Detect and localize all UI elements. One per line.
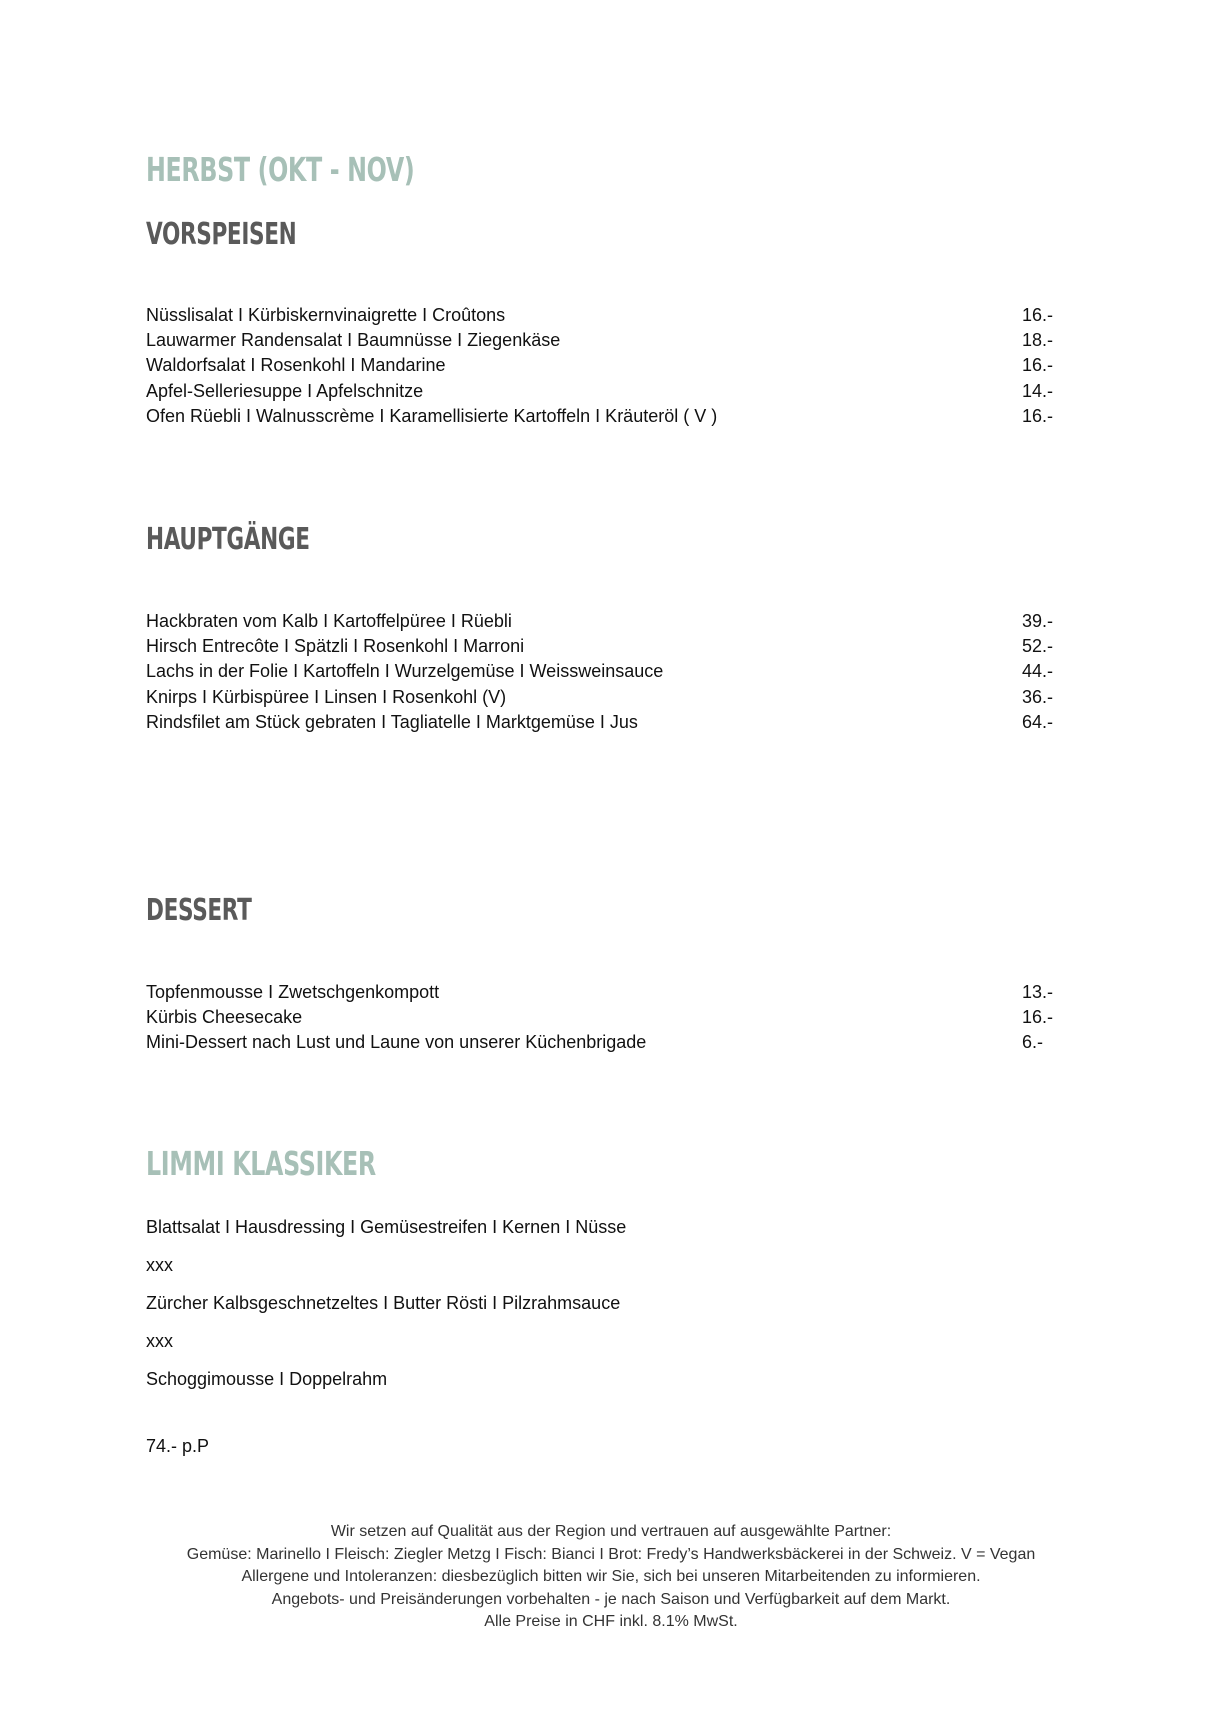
list-item [146,328,1056,353]
item-name: Rindsfilet am Stück gebraten I Tagliatelle I Marktgemüse I Jus [146,711,638,732]
classics-price: 74.- p.P [146,1436,210,1456]
item-name: Hirsch Entrecôte I Spätzli I Rosenkohl I Marroni [146,636,525,657]
item-price: 14.- [1022,380,1054,401]
section-title-dessert: DESSERT [146,893,252,928]
item-name: Apfel-Selleriesuppe I Apfelschnitze [146,380,424,401]
classics-separator: xxx [146,1331,173,1351]
item-price: 16.- [1022,405,1054,426]
list-item [146,980,1056,1005]
item-name: Topfenmousse I Zwetschgenkompott [146,982,440,1002]
list-item [146,379,1056,404]
list-item [146,685,1056,710]
footer-line: Angebots- und Preisänderungen vorbehalten - je nach Saison und Verfügbarkeit auf dem Markt. [271,1590,951,1608]
footer-line: Gemüse: Marinello I Fleisch: Ziegler Metzg I Fisch: Bianci I Brot: Fredy’s Handwerksbäckerei in der Schweiz. V = Vegan [186,1545,1036,1563]
item-price: 52.- [1022,636,1054,657]
item-name: Lachs in der Folie I Kartoffeln I Wurzelgemüse I Weissweinsauce [146,661,664,682]
item-name: Hackbraten vom Kalb I Kartoffelpüree I Rüebli [146,611,512,631]
classics-line: Blattsalat I Hausdressing I Gemüsestreifen I Kernen I Nüsse [146,1217,627,1237]
vorspeisen-list [146,303,1056,429]
item-price: 18.- [1022,330,1054,351]
classics-title: LIMMI KLASSIKER [146,1144,376,1183]
section-title-vorspeisen: VORSPEISEN [146,217,297,252]
item-name: Mini-Dessert nach Lust und Laune von unserer Küchenbrigade [146,1032,647,1053]
item-price: 16.- [1022,305,1054,325]
list-item [146,609,1056,634]
item-price: 16.- [1022,1007,1054,1028]
classics-line: Zürcher Kalbsgeschnetzeltes I Butter Rösti I Pilzrahmsauce [146,1293,621,1313]
list-item [146,710,1056,735]
classics-menu [146,1215,626,1405]
list-item [146,303,1056,328]
item-price: 39.- [1022,611,1054,631]
item-name: Waldorfsalat I Rosenkohl I Mandarine [146,355,446,376]
item-name: Nüsslisalat I Kürbiskernvinaigrette I Croûtons [146,305,506,325]
item-price: 64.- [1022,711,1054,732]
season-title: HERBST (OKT - NOV) [146,150,415,189]
list-item [146,1030,1056,1055]
list-item [146,659,1056,684]
list-item [146,353,1056,378]
item-price: 16.- [1022,355,1054,376]
item-price: 36.- [1022,686,1054,707]
footer-line: Allergene und Intoleranzen: diesbezüglich bitten wir Sie, sich bei unseren Mitarbeitenden zu informieren. [241,1568,981,1586]
list-item [146,634,1056,659]
classics-separator: xxx [146,1255,173,1275]
item-name: Ofen Rüebli I Walnusscrème I Karamellisierte Kartoffeln I Kräuteröl ( V ) [146,405,718,426]
section-title-hauptgaenge: HAUPTGÄNGE [146,522,310,557]
dessert-list [146,980,1056,1056]
footer-line: Alle Preise in CHF inkl. 8.1% MwSt. [484,1613,738,1631]
list-item [146,1005,1056,1030]
item-name: Lauwarmer Randensalat I Baumnüsse I Ziegenkäse [146,330,561,351]
footer-notes [0,1521,1222,1634]
item-price: 6.- [1022,1032,1044,1053]
classics-line: Schoggimousse I Doppelrahm [146,1369,388,1389]
item-name: Kürbis Cheesecake [146,1007,303,1028]
footer-line: Wir setzen auf Qualität aus der Region und vertrauen auf ausgewählte Partner: [330,1523,892,1540]
hauptgaenge-list [146,609,1056,735]
item-name: Knirps I Kürbispüree I Linsen I Rosenkohl (V) [146,686,507,707]
list-item [146,404,1056,429]
item-price: 13.- [1022,982,1054,1002]
item-price: 44.- [1022,661,1054,682]
